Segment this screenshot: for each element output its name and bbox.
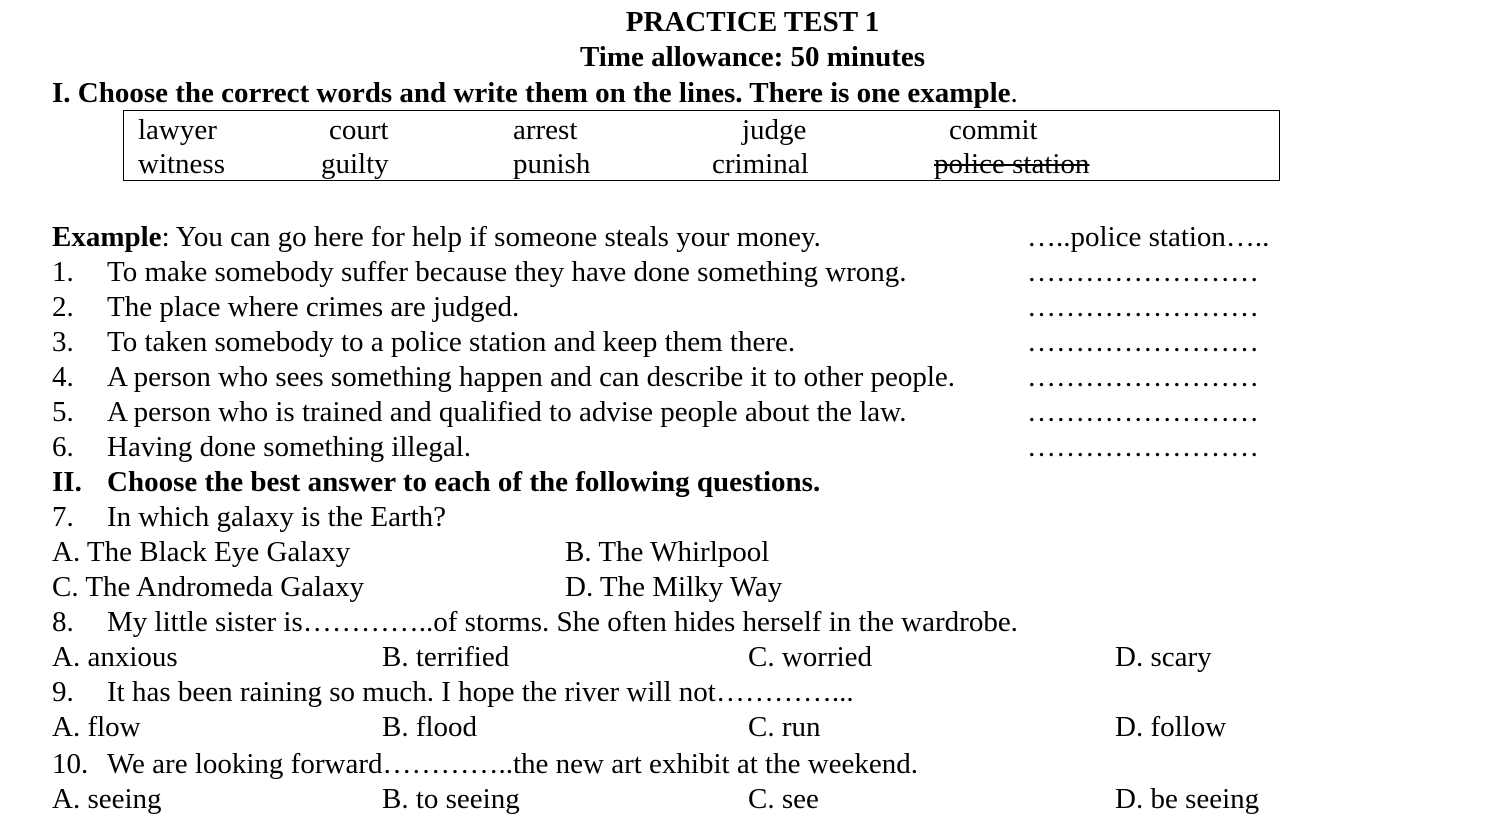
question-10-text: We are looking forward…………..the new art exhibit at the weekend.: [107, 748, 919, 780]
word-court: court: [329, 114, 389, 146]
example-answer: …..police station…..: [1027, 221, 1270, 253]
question-8-text: My little sister is…………..of storms. She often hides herself in the wardrobe.: [107, 606, 1018, 638]
item-1-blank[interactable]: ……………………: [1027, 256, 1259, 288]
item-6-blank[interactable]: ……………………: [1027, 431, 1259, 463]
question-9-text: It has been raining so much. I hope the river will not…………...: [107, 676, 854, 708]
section2-heading: Choose the best answer to each of the following questions.: [107, 466, 821, 498]
question-8-option-d[interactable]: D. scary: [1115, 641, 1212, 673]
item-1-number: 1.: [52, 256, 74, 288]
item-5-text: A person who is trained and qualified to advise people about the law.: [107, 396, 907, 428]
item-4-number: 4.: [52, 361, 74, 393]
word-arrest: arrest: [513, 114, 578, 146]
item-1-text: To make somebody suffer because they have done something wrong.: [107, 256, 907, 288]
word-commit: commit: [949, 114, 1038, 146]
question-7-option-a[interactable]: A. The Black Eye Galaxy: [52, 536, 351, 568]
item-5-blank[interactable]: ……………………: [1027, 396, 1259, 428]
word-witness: witness: [138, 148, 225, 180]
question-9-option-c[interactable]: C. run: [748, 711, 821, 743]
item-4-text: A person who sees something happen and can describe it to other people.: [107, 361, 956, 393]
question-9-number: 9.: [52, 676, 74, 708]
question-7-option-b[interactable]: B. The Whirlpool: [565, 536, 770, 568]
word-punish: punish: [513, 148, 591, 180]
section1-heading: I. Choose the correct words and write them on the lines. There is one example.: [52, 77, 1018, 109]
page-title: PRACTICE TEST 1: [625, 6, 880, 38]
question-10-option-c[interactable]: C. see: [748, 783, 819, 815]
example-line: Example: You can go here for help if someone steals your money.: [52, 221, 821, 253]
word-police-station: police station: [934, 148, 1090, 180]
question-8-number: 8.: [52, 606, 74, 638]
question-10-option-d[interactable]: D. be seeing: [1115, 783, 1260, 815]
word-judge: judge: [742, 114, 807, 146]
question-9-option-d[interactable]: D. follow: [1115, 711, 1227, 743]
word-criminal: criminal: [712, 148, 809, 180]
item-5-number: 5.: [52, 396, 74, 428]
question-10-option-a[interactable]: A. seeing: [52, 783, 162, 815]
question-7-option-d[interactable]: D. The Milky Way: [565, 571, 783, 603]
question-9-option-b[interactable]: B. flood: [382, 711, 478, 743]
question-7-text: In which galaxy is the Earth?: [107, 501, 447, 533]
word-lawyer: lawyer: [138, 114, 217, 146]
word-guilty: guilty: [321, 148, 389, 180]
question-7-number: 7.: [52, 501, 74, 533]
word-box: [123, 110, 1280, 181]
question-8-option-a[interactable]: A. anxious: [52, 641, 178, 673]
question-10-option-b[interactable]: B. to seeing: [382, 783, 520, 815]
item-3-number: 3.: [52, 326, 74, 358]
item-2-text: The place where crimes are judged.: [107, 291, 520, 323]
item-6-text: Having done something illegal.: [107, 431, 472, 463]
time-allowance: Time allowance: 50 minutes: [579, 41, 926, 73]
item-2-blank[interactable]: ……………………: [1027, 291, 1259, 323]
question-8-option-c[interactable]: C. worried: [748, 641, 873, 673]
item-3-text: To taken somebody to a police station and keep them there.: [107, 326, 796, 358]
item-4-blank[interactable]: ……………………: [1027, 361, 1259, 393]
item-2-number: 2.: [52, 291, 74, 323]
question-10-number: 10.: [52, 748, 89, 780]
section2-number: II.: [52, 466, 82, 498]
question-7-option-c[interactable]: C. The Andromeda Galaxy: [52, 571, 364, 603]
item-6-number: 6.: [52, 431, 74, 463]
question-8-option-b[interactable]: B. terrified: [382, 641, 510, 673]
question-9-option-a[interactable]: A. flow: [52, 711, 141, 743]
item-3-blank[interactable]: ……………………: [1027, 326, 1259, 358]
